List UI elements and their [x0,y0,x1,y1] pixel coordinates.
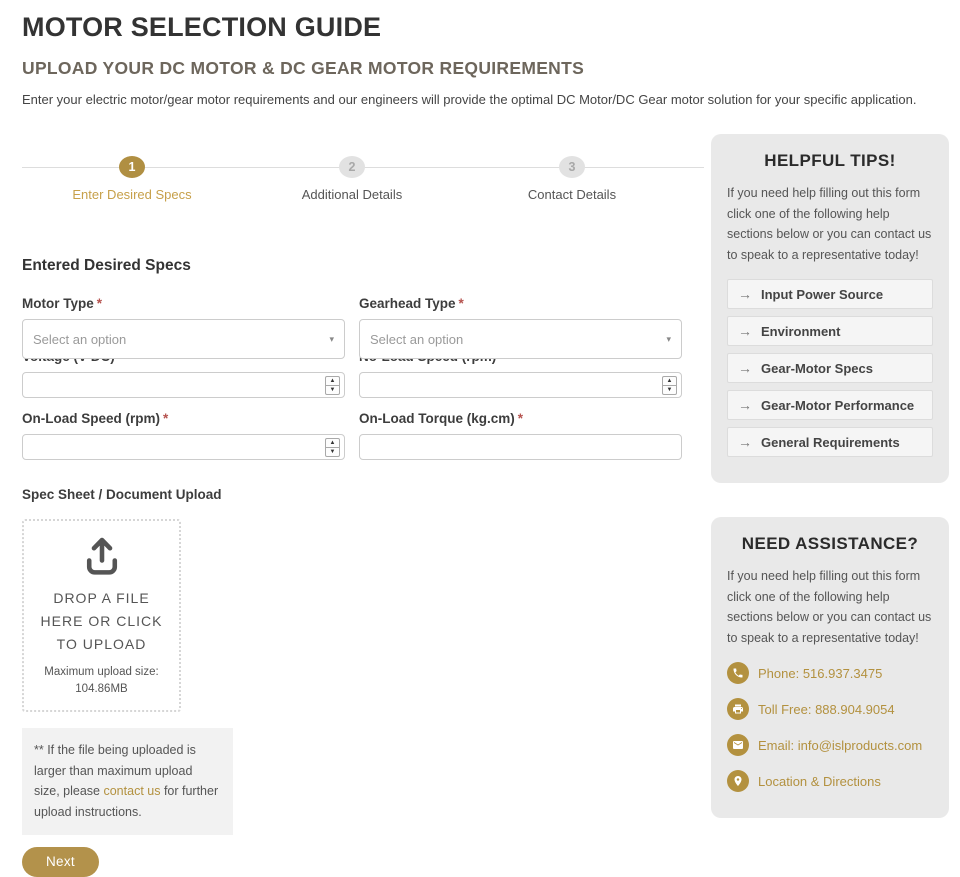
section-title: Entered Desired Specs [22,257,191,274]
no-load-speed-input-wrap [359,372,682,398]
upload-section [22,487,682,712]
stepper-up-icon[interactable]: ▲ [329,378,336,384]
motor-type-label: Motor Type * [22,296,103,311]
motor-type-placeholder: Select an option [33,331,127,347]
arrow-right-icon: → [738,323,752,339]
step-1-circle: 1 [119,156,145,178]
motor-type-select[interactable] [22,319,345,359]
step-3-contact-details[interactable] [462,134,682,202]
required-asterisk: * [96,296,103,311]
contact-phone[interactable]: Phone: 516.937.3475 [727,662,933,684]
tip-link-input-power-source[interactable]: → Input Power Source [727,279,933,309]
step-indicator [22,134,682,210]
voltage-input[interactable] [23,373,344,397]
page-title: MOTOR SELECTION GUIDE [22,12,382,42]
tip-link-gear-motor-performance[interactable]: → Gear-Motor Performance [727,390,933,420]
arrow-right-icon: → [738,397,752,413]
step-2-circle: 2 [339,156,365,178]
voltage-input-wrap [22,372,345,398]
fax-icon [727,698,749,720]
chevron-down-icon: ▾ [329,333,334,344]
need-assistance-title: NEED ASSISTANCE? [741,534,919,553]
step-2-additional-details[interactable] [242,134,462,202]
field-on-load-torque [359,411,682,460]
step-2-label: Additional Details [301,187,403,202]
tip-link-general-requirements[interactable]: → General Requirements [727,427,933,457]
stepper-up-icon[interactable]: ▲ [329,440,336,446]
motor-selection-guide-page [0,12,960,877]
field-gearhead-type [359,296,682,347]
on-load-speed-input-wrap [22,434,345,460]
contact-toll-free[interactable]: Toll Free: 888.904.9054 [727,698,933,720]
page-description: Enter your electric motor/gear motor requirements and our engineers will provide the optimal DC Motor/DC Gear motor solution for your specific application. [22,92,917,107]
stepper-down-icon[interactable]: ▼ [663,385,676,394]
page-subtitle: UPLOAD YOUR DC MOTOR & DC GEAR MOTOR REQUIREMENTS [22,58,585,78]
step-1-label: Enter Desired Specs [72,187,192,202]
chevron-down-icon: ▾ [666,333,671,344]
step-3-label: Contact Details [527,187,617,202]
contact-email[interactable]: Email: info@islproducts.com [727,734,933,756]
arrow-right-icon: → [738,360,752,376]
required-asterisk: * [517,411,524,426]
on-load-torque-label: On-Load Torque (kg.cm) * [359,411,524,426]
gearhead-type-select[interactable] [359,319,682,359]
on-load-speed-stepper[interactable] [325,438,340,457]
stepper-down-icon[interactable]: ▼ [326,447,339,456]
location-icon [727,770,749,792]
upload-note: ** If the file being uploaded is larger than maximum upload size, please contact us for further upload instructions. [22,728,233,835]
arrow-right-icon: → [738,434,752,450]
file-dropzone[interactable] [22,519,181,712]
required-asterisk: * [458,296,464,311]
helpful-tips-body: If you need help filling out this form click one of the following help sections below or you can contact us to speak to a representative today! [727,186,932,262]
need-assistance-body: If you need help filling out this form click one of the following help sections below or you can contact us to speak to a representative today! [727,569,932,645]
upload-icon [79,534,125,576]
next-button[interactable]: Next [22,847,99,877]
dropzone-max-size: Maximum upload size: 104.86MB [44,666,159,695]
helpful-tips-panel [711,134,949,483]
field-on-load-speed [22,411,345,460]
field-motor-type [22,296,345,347]
stepper-up-icon[interactable]: ▲ [666,378,673,384]
tip-link-environment[interactable]: → Environment [727,316,933,346]
email-icon [727,734,749,756]
gearhead-type-label: Gearhead Type * [359,296,464,311]
need-assistance-panel [711,517,949,818]
tip-link-gear-motor-specs[interactable]: → Gear-Motor Specs [727,353,933,383]
arrow-right-icon: → [738,286,752,302]
contact-location[interactable]: Location & Directions [727,770,933,792]
contact-us-link[interactable]: contact us [103,784,161,798]
gearhead-type-placeholder: Select an option [370,331,464,347]
step-1-enter-desired-specs[interactable] [22,134,242,202]
form-main-column [22,134,682,877]
on-load-torque-input-wrap [359,434,682,460]
no-load-speed-input[interactable] [360,373,681,397]
phone-icon [727,662,749,684]
step-3-circle: 3 [559,156,585,178]
on-load-torque-input[interactable] [360,435,681,459]
stepper-down-icon[interactable]: ▼ [326,385,339,394]
on-load-speed-label: On-Load Speed (rpm) * [22,411,169,426]
voltage-stepper[interactable] [325,376,340,395]
no-load-speed-stepper[interactable] [662,376,677,395]
contact-list [727,662,933,792]
helpful-tips-title: HELPFUL TIPS! [764,151,896,170]
on-load-speed-input[interactable] [23,435,344,459]
helpful-tips-links [727,279,933,457]
dropzone-text: DROP A FILE HERE OR CLICK TO UPLOAD [40,590,163,652]
required-asterisk: * [163,411,169,426]
sidebar [711,134,949,818]
upload-label: Spec Sheet / Document Upload [22,487,222,502]
